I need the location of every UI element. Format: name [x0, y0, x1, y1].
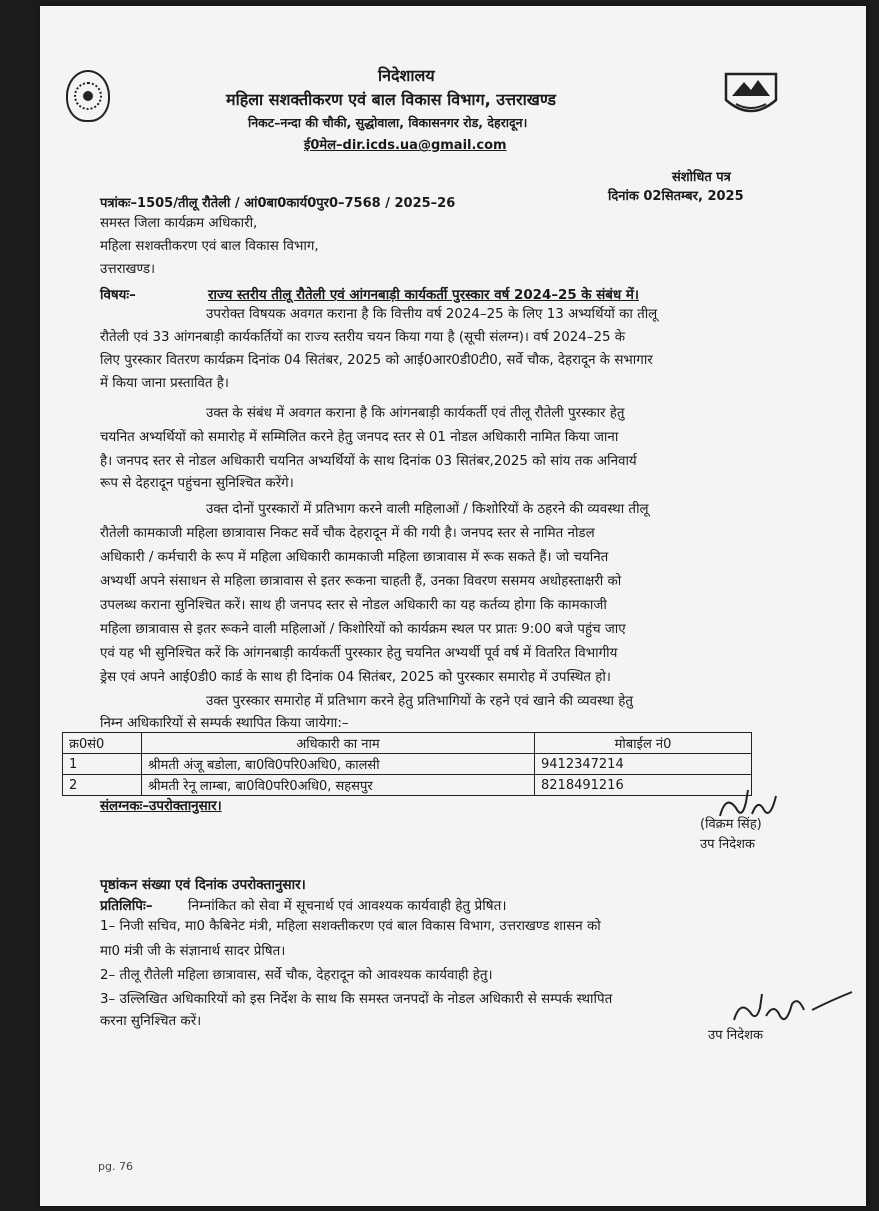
emblem-left-icon: [66, 70, 110, 122]
signatory-name: (विक्रम सिंह): [700, 817, 762, 832]
cell-serial: 2: [63, 775, 142, 796]
endorsement-designation: उप निदेशक: [708, 1028, 763, 1043]
body-line: उक्त पुरस्कार समारोह में प्रतिभाग करने हेतु प्रतिभागियों के रहने एवं खाने की व्यवस्था हेतु: [206, 694, 634, 709]
ref-date: दिनांक 02सितम्बर, 2025: [608, 189, 744, 204]
table-header-row: [63, 733, 752, 754]
col-header-name: अधिकारी का नाम: [142, 733, 535, 754]
addressee-line: समस्त जिला कार्यक्रम अधिकारी,: [100, 216, 258, 231]
col-header-mobile: मोबाईल नं0: [535, 733, 752, 754]
header-org: निदेशालय: [378, 66, 435, 85]
copy-line: करना सुनिश्चित करें।: [100, 1014, 202, 1029]
body-line: उक्त के संबंध में अवगत कराना है कि आंगनबाड़ी कार्यकर्ती एवं तीलू रौतेली पुरस्कार हेतु: [206, 406, 625, 421]
cell-name: श्रीमती अंजू बडोला, बा0वि0परि0अधि0, कालसी: [142, 754, 535, 775]
col-header-serial: क्र0सं0: [63, 733, 142, 754]
copy-line: 1– निजी सचिव, मा0 कैबिनेट मंत्री, महिला सशक्तीकरण एवं बाल विकास विभाग, उत्तराखण्ड शासन को: [100, 919, 601, 934]
signatory-designation: उप निदेशक: [700, 837, 755, 852]
copy-line: मा0 मंत्री जी के संज्ञानार्थ सादर प्रेषित।: [100, 944, 286, 959]
copy-label: प्रतिलिपिः–: [100, 898, 153, 914]
ref-number: पत्रांकः–1505/तीलू रौतेली / आं0बा0कार्य0पुर0–7568 / 2025–26: [100, 196, 456, 211]
body-line: उक्त दोनों पुरस्कारों में प्रतिभाग करने वाली महिलाओं / किशोरियों के ठहरने की व्यवस्था तीलू: [206, 502, 649, 517]
header-email: ई0मेल–dir.icds.ua@gmail.com: [304, 138, 507, 153]
endorsement-title: पृष्ठांकन संख्या एवं दिनांक उपरोक्तानुसार।: [100, 877, 306, 893]
body-line: महिला छात्रावास से इतर रूकने वाली महिलाओं / किशोरियों को कार्यक्रम स्थल पर प्रातः 9:00 बजे पहुंच जाए: [100, 622, 626, 637]
officers-table: [62, 732, 752, 796]
body-line: है। जनपद स्तर से नोडल अधिकारी चयनित अभ्यर्थियों के साथ दिनांक 03 सितंबर,2025 को सांय तक अनिवार्य: [100, 454, 637, 469]
body-line: ड्रेस एवं अपने आई0डी0 कार्ड के साथ ही दिनांक 04 सितंबर, 2025 को पुरस्कार समारोह में उपस्थित हो।: [100, 670, 611, 685]
copy-line: 3– उल्लिखित अधिकारियों को इस निर्देश के साथ कि समस्त जनपदों के नोडल अधिकारी से सम्पर्क स्थापित: [100, 992, 613, 1007]
body-line: रौतेली कामकाजी महिला छात्रावास निकट सर्वे चौक देहरादून में की गयी है। जनपद स्तर से नामित नोडल: [100, 526, 595, 541]
body-line: लिए पुरस्कार वितरण कार्यक्रम दिनांक 04 सितंबर, 2025 को आई0आर0डी0टी0, सर्वे चौक, देहरादून के सभागार: [100, 353, 653, 368]
body-line: एवं यह भी सुनिश्चित करें कि आंगनबाड़ी कार्यकर्ती पुरस्कार हेतु चयनित अभ्यर्थी पूर्व वर्ष में वितरित विभागीय: [100, 646, 618, 661]
page-number: pg. 76: [98, 1160, 133, 1173]
enclosure: संलग्नकः–उपरोक्तानुसार।: [100, 799, 222, 814]
body-line: निम्न अधिकारियों से सम्पर्क स्थापित किया जायेगा:–: [100, 716, 349, 731]
body-line: अभ्यर्थी अपने संसाधन से महिला छात्रावास से इतर रूकना चाहती हैं, उनका विवरण ससमय अधोहस्ताक्षरी को: [100, 574, 622, 589]
body-line: में किया जाना प्रस्तावित है।: [100, 376, 229, 391]
copy-intro: निम्नांकित को सेवा में सूचनार्थ एवं आवश्यक कार्यवाही हेतु प्रेषित।: [188, 898, 507, 914]
subject-text: राज्य स्तरीय तीलू रौतेली एवं आंगनबाड़ी कार्यकर्ती पुरस्कार वर्ष 2024–25 के संबंध में।: [208, 288, 639, 303]
cell-mobile: 8218491216: [535, 775, 752, 796]
addressee-line: महिला सशक्तीकरण एवं बाल विकास विभाग,: [100, 239, 319, 254]
header-dept: महिला सशक्तीकरण एवं बाल विकास विभाग, उत्तराखण्ड: [226, 90, 556, 109]
body-line: अधिकारी / कर्मचारी के रूप में महिला अधिकारी कामकाजी महिला छात्रावास में रूक सकते हैं। जो चयनित: [100, 550, 609, 565]
body-line: चयनित अभ्यर्थियों को समारोह में सम्मिलित करने हेतु जनपद स्तर से 01 नोडल अधिकारी नामित किया जाना: [100, 430, 619, 445]
cell-mobile: 9412347214: [535, 754, 752, 775]
header-address: निकट–नन्दा की चौकी, सुद्धोवाला, विकासनगर रोड, देहरादून।: [248, 115, 528, 130]
subject-label: विषयः–: [100, 288, 136, 303]
cell-serial: 1: [63, 754, 142, 775]
body-line: रूप से देहरादून पहुंचना सुनिश्चित करेंगे।: [100, 476, 294, 491]
revised-label: संशोधित पत्र: [672, 170, 731, 185]
table-row: [63, 754, 752, 775]
body-line: रौतेली एवं 33 आंगनबाड़ी कार्यकर्तियों का राज्य स्तरीय चयन किया गया है (सूची संलग्न)। वर्ष 2024–25 के: [100, 330, 626, 345]
cell-name: श्रीमती रेनू लाम्बा, बा0वि0परि0अधि0, सहसपुर: [142, 775, 535, 796]
table-row: [63, 775, 752, 796]
uttarakhand-emblem-icon: [722, 70, 780, 120]
copy-line: 2– तीलू रौतेली महिला छात्रावास, सर्वे चौक, देहरादून को आवश्यक कार्यवाही हेतु।: [100, 968, 493, 983]
body-line: उपलब्ध कराना सुनिश्चित करें। साथ ही जनपद स्तर से नोडल अधिकारी का यह कर्तव्य होगा कि कामकाजी: [100, 598, 607, 613]
addressee-line: उत्तराखण्ड।: [100, 262, 156, 277]
body-line: उपरोक्त विषयक अवगत कराना है कि वित्तीय वर्ष 2024–25 के लिए 13 अभ्यर्थियों का तीलू: [206, 307, 658, 322]
